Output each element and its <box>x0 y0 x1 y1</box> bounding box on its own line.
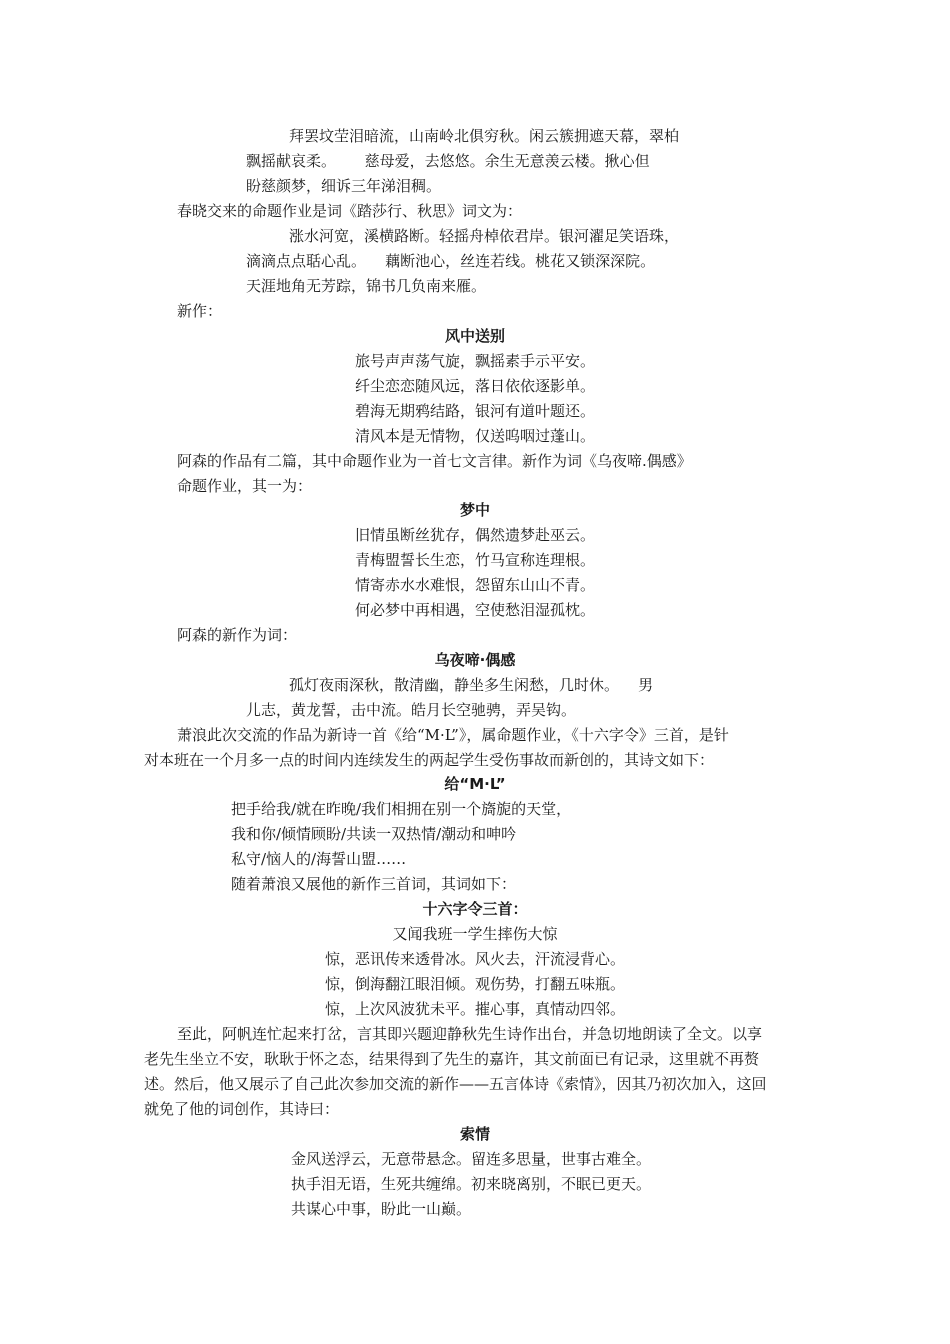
poem-line: 我和你/倾情顾盼/共读一双热情/潮动和呻吟 <box>231 825 517 843</box>
ci-line-2: 儿志，黄龙誓，击中流。皓月长空驰骋，弄吴钩。 <box>246 701 577 719</box>
paragraph-line: 阿森的作品有二篇，其中命题作业为一首七文言律。新作为词《乌夜啼.偶感》 <box>177 452 692 470</box>
poem-line: 惊，恶讯传来透骨冰。风火去，汗流浸背心。 <box>324 950 625 968</box>
poem-line: 清风本是无情物，仅送呜咽过蓬山。 <box>354 427 595 445</box>
ci-line-3: 盼慈颜梦，细诉三年涕泪稠。 <box>246 177 442 195</box>
poem-line: 碧海无期鸦结路，银河有道叶题还。 <box>354 402 595 420</box>
poem-line: 纤尘恋恋随风远，落日依依逐影单。 <box>354 377 595 395</box>
ci-line-1: 涨水河宽，溪横路断。轻摇舟棹依君岸。银河濯足笑语珠， <box>289 227 680 245</box>
poem-line: 私守/恼人的/海誓山盟…… <box>231 850 407 868</box>
paragraph-line: 命题作业，其一为： <box>177 477 313 495</box>
paragraph-line: 萧浪此次交流的作品为新诗一首《给“M·L”》，属命题作业，《十六字令》三首，是针 <box>177 726 729 744</box>
poem-line: 惊，上次风波犹未平。摧心事，真情动四邻。 <box>324 1000 625 1018</box>
paragraph-line: 至此，阿帆连忙起来打岔，言其即兴题迎静秋先生诗作出台，并急切地朗读了全文。以享 <box>177 1025 763 1043</box>
poem-line: 旧情虽断丝犹存，偶然遗梦赴巫云。 <box>354 526 595 544</box>
paragraph-line: 阿森的新作为词： <box>177 626 298 644</box>
poem-line: 金风送浮云，无意带悬念。留连多思量，世事古难全。 <box>291 1150 652 1168</box>
poem-line: 旅号声声荡气旋，飘摇素手示平安。 <box>354 352 595 370</box>
paragraph-line: 述。然后，他又展示了自己此次参加交流的新作——五言体诗《索情》，因其乃初次加入，这回 <box>144 1075 767 1093</box>
paragraph-line: 新作： <box>177 302 223 320</box>
paragraph-line: 随着萧浪又展他的新作三首词，其词如下： <box>231 875 517 893</box>
poem-line: 青梅盟誓长生恋，竹马宣称连理根。 <box>354 551 595 569</box>
ci-line-3: 天涯地角无芳踪，锦书几负南来雁。 <box>246 277 487 295</box>
paragraph-line: 老先生坐立不安，耿耿于怀之态，结果得到了先生的嘉许，其文前面已有记录，这里就不再赘 <box>144 1050 760 1068</box>
poem-line: 共谋心中事，盼此一山巅。 <box>291 1200 472 1218</box>
ci-line-2: 飘摇献哀柔。 慈母爱，去悠悠。余生无意羡云楼。揪心但 <box>246 152 650 170</box>
poem-title: 风中送别 <box>444 327 505 345</box>
poem-line: 何必梦中再相遇，空使愁泪湿孤枕。 <box>354 601 595 619</box>
poem-subtitle: 又闻我班一学生摔伤大惊 <box>392 925 558 943</box>
ci-line-1: 拜罢坟茔泪暗流，山南岭北俱穷秋。闲云簇拥遮天幕，翠柏 <box>289 127 680 145</box>
paragraph-line: 对本班在一个月多一点的时间内连续发生的两起学生受伤事故而新创的，其诗文如下： <box>144 751 715 769</box>
poem-title: 十六字令三首： <box>422 900 528 918</box>
poem-title: 乌夜啼·偶感 <box>434 651 516 669</box>
paragraph-line: 春晓交来的命题作业是词《踏莎行、秋思》词文为： <box>177 202 523 220</box>
poem-line: 情寄赤水水难恨，怨留东山山不青。 <box>354 576 595 594</box>
paragraph-line: 就免了他的词创作，其诗曰： <box>144 1100 340 1118</box>
poem-title: 给“M·L” <box>444 775 506 793</box>
poem-line: 执手泪无语，生死共缠绵。初来晓离别，不眠已更天。 <box>291 1175 652 1193</box>
poem-title: 索情 <box>459 1125 490 1143</box>
ci-line-1: 孤灯夜雨深秋，散清幽，静坐多生闲愁，几时休。 男 <box>289 676 654 694</box>
poem-title: 梦中 <box>459 501 490 519</box>
poem-line: 惊，倒海翻江眼泪倾。观伤势，打翻五味瓶。 <box>324 975 625 993</box>
poem-line: 把手给我/就在昨晚/我们相拥在别一个旖旎的天堂， <box>231 800 572 818</box>
ci-line-2: 滴滴点点聒心乱。 藕断池心，丝连若线。桃花又锁深深院。 <box>246 252 656 270</box>
